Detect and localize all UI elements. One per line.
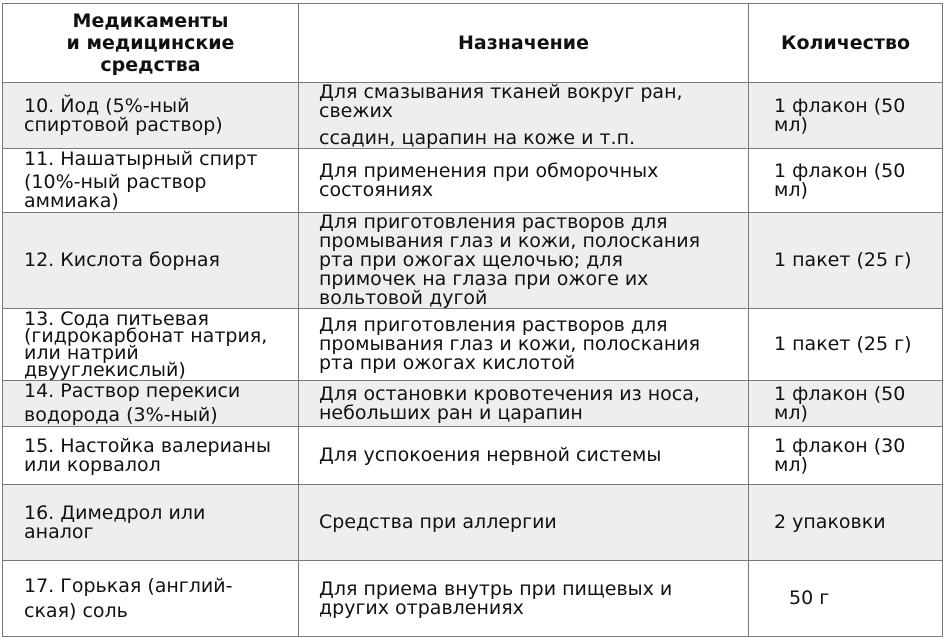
medication-quantity: 1 пакет (25 г) [749, 213, 943, 309]
table-row [3, 427, 943, 485]
medication-quantity: 1 флакон (30 мл) [749, 427, 943, 485]
header-medications: Медикаменты и медицинские средства [3, 4, 299, 83]
table-row [3, 309, 943, 381]
medications-table [2, 3, 943, 637]
table-row [3, 485, 943, 561]
table-row [3, 213, 943, 309]
header-purpose: Назначение [299, 4, 749, 83]
medication-purpose: Для остановки кровотечения из носа, небольших ран и царапин [299, 381, 749, 427]
medication-purpose: Для приема внутрь при пищевых и других отравлениях [299, 561, 749, 637]
table-row [3, 83, 943, 149]
table-row [3, 381, 943, 427]
medication-name: 13. Сода питьевая (гидрокарбонат натрия, или натрий двууглекислый) [3, 309, 299, 381]
medication-quantity: 1 флакон (50 мл) [749, 83, 943, 149]
medication-purpose: Средства при аллергии [299, 485, 749, 561]
medication-quantity: 2 упаковки [749, 485, 943, 561]
medication-purpose: Для применения при обморочных состояниях [299, 149, 749, 213]
table-row [3, 149, 943, 213]
medication-name: 12. Кислота борная [3, 213, 299, 309]
medication-name: 17. Горькая (англий- ская) соль [3, 561, 299, 637]
medication-quantity: 1 флакон (50 мл) [749, 149, 943, 213]
medication-quantity: 1 флакон (50 мл) [749, 381, 943, 427]
medication-purpose: Для приготовления растворов для промывания глаз и кожи, полоскания рта при ожогах щелочью; для примочек на глаза при ожоге их вольтовой дугой [299, 213, 749, 309]
header-quantity: Количество [749, 4, 943, 83]
medication-name: 16. Димедрол или аналог [3, 485, 299, 561]
medication-quantity: 1 пакет (25 г) [749, 309, 943, 381]
medication-name: 14. Раствор перекиси водорода (3%-ный) [3, 381, 299, 427]
header-row [3, 4, 943, 83]
medication-quantity: 50 г [749, 561, 943, 637]
table-row [3, 561, 943, 637]
medication-purpose: Для приготовления растворов для промывания глаз и кожи, полоскания рта при ожогах кислотой [299, 309, 749, 381]
medication-purpose: Для успокоения нервной системы [299, 427, 749, 485]
medication-name: 15. Настойка валерианы или корвалол [3, 427, 299, 485]
medication-purpose: Для смазывания тканей вокруг ран, свежих ссадин, царапин на коже и т.п. [299, 83, 749, 149]
medication-name: 10. Йод (5%-ный спиртовой раствор) [3, 83, 299, 149]
medication-name: 11. Нашатырный спирт (10%-ный раствор аммиака) [3, 149, 299, 213]
